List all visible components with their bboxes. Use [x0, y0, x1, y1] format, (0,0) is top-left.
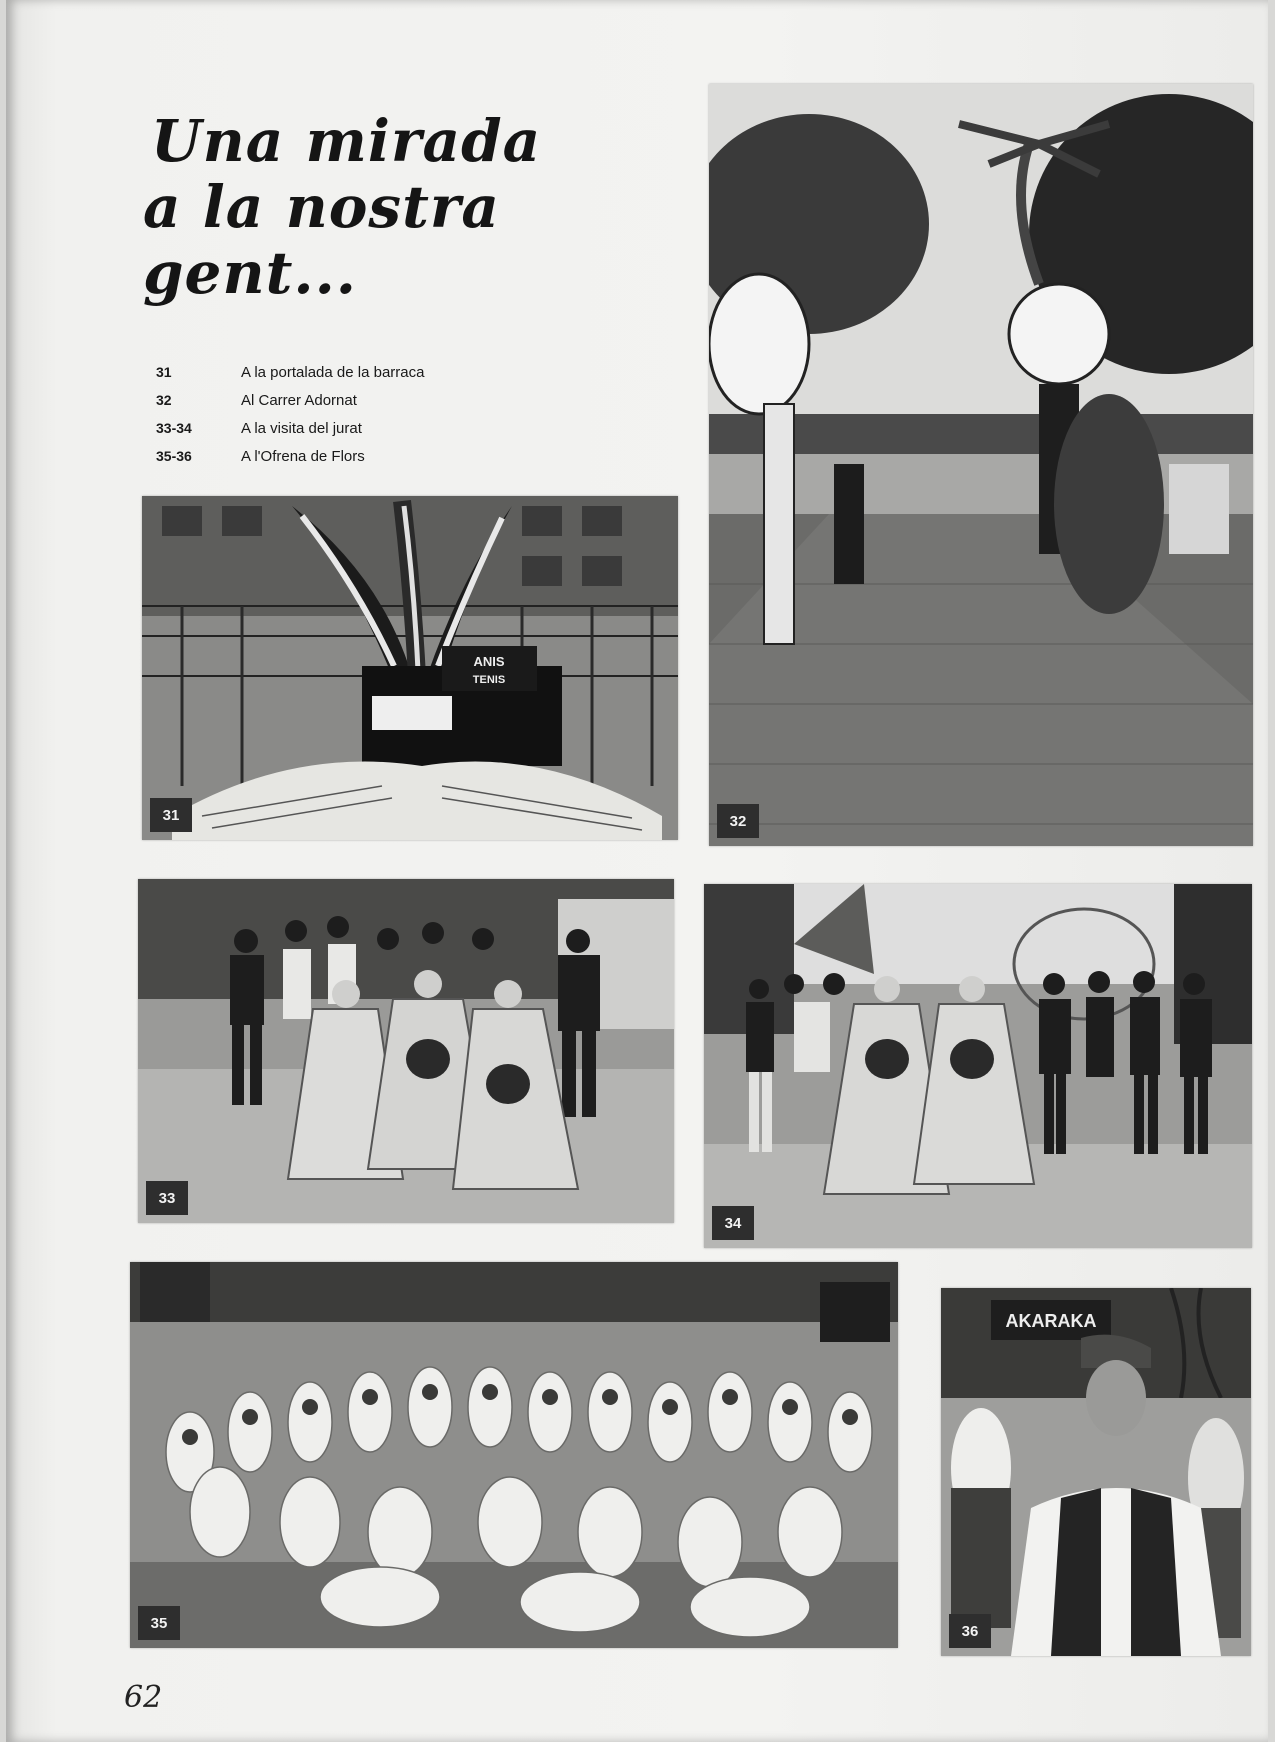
photo-33: [138, 879, 674, 1223]
caption-number: 35-36: [156, 448, 192, 464]
caption-text: A la visita del jurat: [241, 419, 362, 437]
caption-list: [156, 358, 424, 470]
page-title: [143, 107, 711, 307]
caption-text: Al Carrer Adornat: [241, 391, 357, 409]
photo-31-sign-line-1: ANIS: [473, 654, 505, 669]
photo-33-image: [138, 879, 674, 1223]
caption-item: [156, 386, 424, 414]
photo-31: [142, 496, 678, 840]
photo-36-badge: 36: [949, 1614, 991, 1648]
photo-33-badge: 33: [146, 1181, 188, 1215]
title-line-2: a la nostra gent...: [143, 173, 501, 307]
caption-text: A la portalada de la barraca: [241, 363, 425, 381]
photo-34-badge: 34: [712, 1206, 754, 1240]
photo-31-badge: 31: [150, 798, 192, 832]
photo-32-image: [709, 84, 1253, 846]
photo-34: [704, 884, 1252, 1248]
caption-item: [156, 358, 424, 386]
caption-number: 31: [156, 364, 172, 380]
photo-36-image: [941, 1288, 1251, 1656]
photo-35-badge: 35: [138, 1606, 180, 1640]
title-line-1: Una mirada: [151, 107, 542, 175]
caption-number: 32: [156, 392, 172, 408]
caption-item: [156, 414, 424, 442]
page-number: 62: [124, 1680, 163, 1715]
photo-32: [709, 84, 1253, 846]
caption-text: A l'Ofrena de Flors: [241, 447, 365, 465]
magazine-page: [6, 0, 1268, 1742]
caption-number: 33-34: [156, 420, 192, 436]
photo-31-sign-line-2: TENIS: [472, 674, 506, 686]
photo-36-sign: AKARAKA: [1005, 1311, 1097, 1331]
photo-35: [130, 1262, 898, 1648]
photo-35-image: [130, 1262, 898, 1648]
caption-item: [156, 442, 424, 470]
photo-32-badge: 32: [717, 804, 759, 838]
photo-34-image: [704, 884, 1252, 1248]
photo-36: [941, 1288, 1251, 1656]
photo-31-image: [142, 496, 678, 840]
